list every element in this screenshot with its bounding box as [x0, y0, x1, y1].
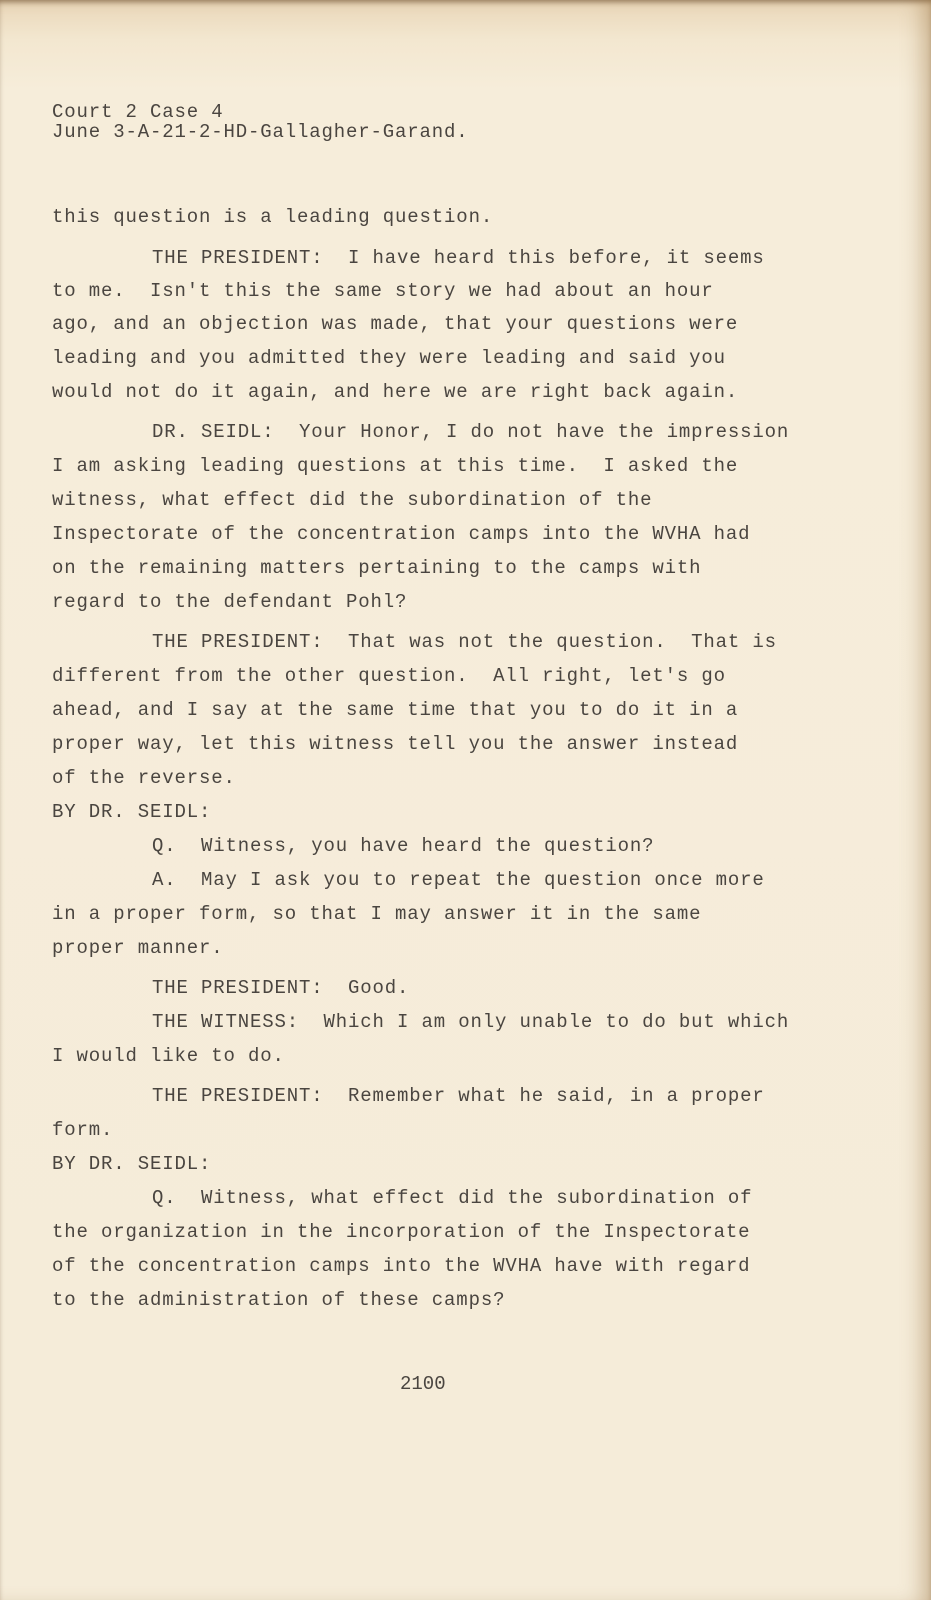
- transcript-line: Q. Witness, you have heard the question?: [152, 835, 655, 857]
- transcript-line: THE PRESIDENT: Good.: [152, 977, 410, 999]
- transcript-line: I would like to do.: [52, 1045, 285, 1067]
- transcript-line: proper manner.: [52, 937, 224, 959]
- transcript-line: leading and you admitted they were leading and said you: [52, 347, 726, 369]
- transcript-line: ago, and an objection was made, that your questions were: [52, 313, 739, 335]
- transcript-line: to me. Isn't this the same story we had about an hour: [52, 280, 714, 302]
- transcript-line: Q. Witness, what effect did the subordination of: [152, 1187, 753, 1209]
- transcript-line: THE WITNESS: Which I am only unable to do but which: [152, 1011, 790, 1033]
- transcript-line: the organization in the incorporation of the Inspectorate: [52, 1221, 751, 1243]
- transcript-line: BY DR. SEIDL:: [52, 1153, 212, 1175]
- transcript-line: of the concentration camps into the WVHA have with regard: [52, 1255, 751, 1277]
- transcript-line: form.: [52, 1119, 114, 1141]
- transcript-line: different from the other question. All right, let's go: [52, 665, 726, 687]
- transcript-line: THE PRESIDENT: I have heard this before, it seems: [152, 247, 765, 269]
- page-number: 2100: [400, 1373, 446, 1395]
- transcript-line: DR. SEIDL: Your Honor, I do not have the impression: [152, 421, 790, 443]
- header-session: June 3-A-21-2-HD-Gallagher-Garand.: [52, 121, 469, 143]
- transcript-line: THE PRESIDENT: Remember what he said, in a proper: [152, 1085, 765, 1107]
- transcript-line: THE PRESIDENT: That was not the question. That is: [152, 631, 777, 653]
- transcript-line: BY DR. SEIDL:: [52, 801, 212, 823]
- transcript-line: witness, what effect did the subordination of the: [52, 489, 653, 511]
- transcript-line: ahead, and I say at the same time that you to do it in a: [52, 699, 739, 721]
- transcript-line: I am asking leading questions at this time. I asked the: [52, 455, 739, 477]
- transcript-line: would not do it again, and here we are right back again.: [52, 381, 739, 403]
- transcript-line: A. May I ask you to repeat the question once more: [152, 869, 765, 891]
- transcript-line: regard to the defendant Pohl?: [52, 591, 408, 613]
- transcript-line: proper way, let this witness tell you the answer instead: [52, 733, 739, 755]
- transcript-line: on the remaining matters pertaining to the camps with: [52, 557, 702, 579]
- header-court-case: Court 2 Case 4: [52, 101, 224, 123]
- transcript-line: to the administration of these camps?: [52, 1289, 506, 1311]
- transcript-line: of the reverse.: [52, 767, 236, 789]
- transcript-line: Inspectorate of the concentration camps into the WVHA had: [52, 523, 751, 545]
- transcript-line: this question is a leading question.: [52, 206, 494, 228]
- transcript-line: in a proper form, so that I may answer it in the same: [52, 903, 702, 925]
